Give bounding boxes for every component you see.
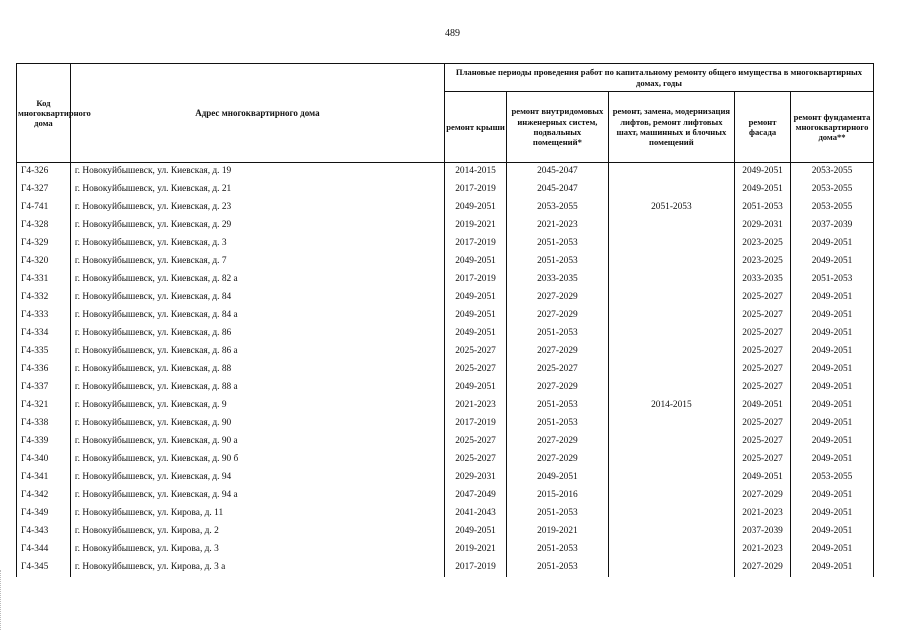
cell-elevators [608, 289, 734, 307]
cell-facade: 2037-2039 [735, 523, 791, 541]
cell-foundation: 2049-2051 [791, 379, 874, 397]
cell-foundation: 2049-2051 [791, 415, 874, 433]
cell-roof: 2017-2019 [444, 235, 506, 253]
cell-address: г. Новокуйбышевск, ул. Киевская, д. 9 [70, 397, 444, 415]
cell-address: г. Новокуйбышевск, ул. Киевская, д. 82 а [70, 271, 444, 289]
table-row [17, 361, 874, 379]
cell-engineering: 2027-2029 [507, 289, 609, 307]
cell-foundation: 2049-2051 [791, 541, 874, 559]
table-row [17, 325, 874, 343]
cell-elevators [608, 469, 734, 487]
cell-facade: 2025-2027 [735, 343, 791, 361]
scan-margin-mark [0, 570, 4, 630]
cell-facade: 2025-2027 [735, 361, 791, 379]
cell-code: Г4-341 [17, 469, 71, 487]
cell-facade: 2025-2027 [735, 289, 791, 307]
table-row [17, 397, 874, 415]
cell-foundation: 2051-2053 [791, 271, 874, 289]
cell-foundation: 2053-2055 [791, 181, 874, 199]
cell-engineering: 2051-2053 [507, 397, 609, 415]
cell-address: г. Новокуйбышевск, ул. Кирова, д. 11 [70, 505, 444, 523]
cell-roof: 2019-2021 [444, 217, 506, 235]
cell-engineering: 2051-2053 [507, 559, 609, 577]
cell-address: г. Новокуйбышевск, ул. Киевская, д. 3 [70, 235, 444, 253]
cell-roof: 2041-2043 [444, 505, 506, 523]
cell-foundation: 2037-2039 [791, 217, 874, 235]
cell-foundation: 2049-2051 [791, 433, 874, 451]
cell-foundation: 2049-2051 [791, 289, 874, 307]
cell-facade: 2023-2025 [735, 235, 791, 253]
cell-elevators [608, 307, 734, 325]
cell-address: г. Новокуйбышевск, ул. Киевская, д. 88 а [70, 379, 444, 397]
cell-engineering: 2033-2035 [507, 271, 609, 289]
cell-code: Г4-327 [17, 181, 71, 199]
table-row [17, 523, 874, 541]
cell-address: г. Новокуйбышевск, ул. Киевская, д. 86 [70, 325, 444, 343]
table-row [17, 343, 874, 361]
cell-address: г. Новокуйбышевск, ул. Киевская, д. 23 [70, 199, 444, 217]
cell-foundation: 2049-2051 [791, 523, 874, 541]
cell-facade: 2049-2051 [735, 163, 791, 182]
table-row [17, 451, 874, 469]
header-roof: ремонт крыши [444, 92, 506, 163]
table-row [17, 289, 874, 307]
table-row [17, 163, 874, 182]
cell-facade: 2025-2027 [735, 433, 791, 451]
table-row [17, 199, 874, 217]
cell-engineering: 2019-2021 [507, 523, 609, 541]
cell-facade: 2021-2023 [735, 505, 791, 523]
table-row [17, 271, 874, 289]
cell-engineering: 2025-2027 [507, 361, 609, 379]
cell-foundation: 2049-2051 [791, 307, 874, 325]
cell-elevators [608, 523, 734, 541]
table-header [17, 64, 874, 163]
cell-address: г. Новокуйбышевск, ул. Киевская, д. 94 [70, 469, 444, 487]
cell-address: г. Новокуйбышевск, ул. Киевская, д. 94 а [70, 487, 444, 505]
cell-elevators [608, 217, 734, 235]
cell-roof: 2017-2019 [444, 559, 506, 577]
cell-address: г. Новокуйбышевск, ул. Киевская, д. 86 а [70, 343, 444, 361]
cell-address: г. Новокуйбышевск, ул. Кирова, д. 3 а [70, 559, 444, 577]
cell-foundation: 2049-2051 [791, 451, 874, 469]
cell-elevators [608, 235, 734, 253]
cell-roof: 2025-2027 [444, 361, 506, 379]
cell-facade: 2027-2029 [735, 559, 791, 577]
cell-address: г. Новокуйбышевск, ул. Киевская, д. 7 [70, 253, 444, 271]
cell-elevators [608, 487, 734, 505]
cell-engineering: 2027-2029 [507, 379, 609, 397]
table-row [17, 505, 874, 523]
cell-foundation: 2049-2051 [791, 235, 874, 253]
cell-facade: 2025-2027 [735, 451, 791, 469]
table-row [17, 307, 874, 325]
cell-foundation: 2049-2051 [791, 343, 874, 361]
cell-address: г. Новокуйбышевск, ул. Киевская, д. 19 [70, 163, 444, 182]
table-row [17, 433, 874, 451]
cell-facade: 2049-2051 [735, 469, 791, 487]
cell-address: г. Новокуйбышевск, ул. Кирова, д. 2 [70, 523, 444, 541]
header-address: Адрес многоквартирного дома [70, 64, 444, 163]
cell-facade: 2051-2053 [735, 199, 791, 217]
cell-engineering: 2015-2016 [507, 487, 609, 505]
cell-code: Г4-335 [17, 343, 71, 361]
cell-code: Г4-332 [17, 289, 71, 307]
header-code: Код многоквартирного дома [17, 64, 71, 163]
cell-foundation: 2049-2051 [791, 361, 874, 379]
table-row [17, 181, 874, 199]
table-row [17, 541, 874, 559]
cell-code: Г4-328 [17, 217, 71, 235]
cell-elevators [608, 253, 734, 271]
cell-code: Г4-320 [17, 253, 71, 271]
cell-engineering: 2045-2047 [507, 163, 609, 182]
cell-facade: 2025-2027 [735, 415, 791, 433]
table-row [17, 253, 874, 271]
cell-elevators [608, 541, 734, 559]
cell-elevators: 2014-2015 [608, 397, 734, 415]
cell-address: г. Новокуйбышевск, ул. Киевская, д. 88 [70, 361, 444, 379]
cell-roof: 2049-2051 [444, 379, 506, 397]
table-row [17, 415, 874, 433]
capital-repair-table [16, 63, 874, 577]
cell-engineering: 2021-2023 [507, 217, 609, 235]
cell-code: Г4-331 [17, 271, 71, 289]
cell-code: Г4-334 [17, 325, 71, 343]
cell-engineering: 2053-2055 [507, 199, 609, 217]
cell-address: г. Новокуйбышевск, ул. Киевская, д. 90 б [70, 451, 444, 469]
cell-address: г. Новокуйбышевск, ул. Киевская, д. 90 а [70, 433, 444, 451]
table-row [17, 235, 874, 253]
cell-engineering: 2027-2029 [507, 307, 609, 325]
cell-address: г. Новокуйбышевск, ул. Киевская, д. 84 а [70, 307, 444, 325]
cell-code: Г4-344 [17, 541, 71, 559]
cell-foundation: 2049-2051 [791, 397, 874, 415]
cell-facade: 2033-2035 [735, 271, 791, 289]
cell-roof: 2049-2051 [444, 325, 506, 343]
cell-elevators [608, 451, 734, 469]
cell-facade: 2023-2025 [735, 253, 791, 271]
table-row [17, 487, 874, 505]
cell-foundation: 2053-2055 [791, 469, 874, 487]
cell-engineering: 2027-2029 [507, 451, 609, 469]
cell-code: Г4-343 [17, 523, 71, 541]
cell-engineering: 2045-2047 [507, 181, 609, 199]
cell-code: Г4-349 [17, 505, 71, 523]
cell-roof: 2021-2023 [444, 397, 506, 415]
cell-roof: 2025-2027 [444, 433, 506, 451]
cell-roof: 2029-2031 [444, 469, 506, 487]
cell-elevators [608, 559, 734, 577]
cell-elevators [608, 271, 734, 289]
cell-code: Г4-326 [17, 163, 71, 182]
table-row [17, 379, 874, 397]
cell-roof: 2014-2015 [444, 163, 506, 182]
page-number: 489 [445, 28, 460, 39]
cell-code: Г4-342 [17, 487, 71, 505]
header-elevators: ремонт, замена, модернизация лифтов, ремонт лифтовых шахт, машинных и блочных помещений [608, 92, 734, 163]
cell-address: г. Новокуйбышевск, ул. Киевская, д. 29 [70, 217, 444, 235]
cell-roof: 2047-2049 [444, 487, 506, 505]
cell-engineering: 2051-2053 [507, 541, 609, 559]
cell-elevators [608, 181, 734, 199]
cell-elevators: 2051-2053 [608, 199, 734, 217]
cell-foundation: 2049-2051 [791, 559, 874, 577]
cell-roof: 2017-2019 [444, 271, 506, 289]
cell-roof: 2049-2051 [444, 307, 506, 325]
cell-roof: 2025-2027 [444, 451, 506, 469]
cell-facade: 2025-2027 [735, 307, 791, 325]
cell-code: Г4-336 [17, 361, 71, 379]
cell-facade: 2027-2029 [735, 487, 791, 505]
cell-foundation: 2049-2051 [791, 505, 874, 523]
cell-elevators [608, 361, 734, 379]
header-periods-group: Плановые периоды проведения работ по капитальному ремонту общего имущества в многоквартирных домах, годы [444, 64, 873, 92]
cell-code: Г4-345 [17, 559, 71, 577]
cell-roof: 2025-2027 [444, 343, 506, 361]
cell-engineering: 2049-2051 [507, 469, 609, 487]
cell-engineering: 2027-2029 [507, 343, 609, 361]
cell-elevators [608, 505, 734, 523]
header-foundation: ремонт фундамента многоквартирного дома** [791, 92, 874, 163]
cell-roof: 2049-2051 [444, 199, 506, 217]
cell-foundation: 2053-2055 [791, 163, 874, 182]
cell-elevators [608, 343, 734, 361]
cell-engineering: 2051-2053 [507, 235, 609, 253]
cell-elevators [608, 433, 734, 451]
cell-roof: 2049-2051 [444, 289, 506, 307]
header-engineering: ремонт внутридомовых инженерных систем, подвальных помещений* [507, 92, 609, 163]
cell-facade: 2049-2051 [735, 181, 791, 199]
cell-roof: 2049-2051 [444, 253, 506, 271]
cell-facade: 2025-2027 [735, 379, 791, 397]
cell-roof: 2017-2019 [444, 415, 506, 433]
table-row [17, 217, 874, 235]
cell-facade: 2049-2051 [735, 397, 791, 415]
cell-engineering: 2051-2053 [507, 253, 609, 271]
cell-elevators [608, 379, 734, 397]
cell-engineering: 2051-2053 [507, 505, 609, 523]
cell-address: г. Новокуйбышевск, ул. Киевская, д. 90 [70, 415, 444, 433]
cell-roof: 2017-2019 [444, 181, 506, 199]
table-body [17, 163, 874, 578]
table-row [17, 559, 874, 577]
cell-foundation: 2049-2051 [791, 487, 874, 505]
cell-elevators [608, 325, 734, 343]
cell-elevators [608, 163, 734, 182]
cell-code: Г4-321 [17, 397, 71, 415]
cell-engineering: 2051-2053 [507, 325, 609, 343]
cell-code: Г4-741 [17, 199, 71, 217]
table-row [17, 469, 874, 487]
cell-code: Г4-333 [17, 307, 71, 325]
cell-code: Г4-340 [17, 451, 71, 469]
cell-foundation: 2053-2055 [791, 199, 874, 217]
cell-foundation: 2049-2051 [791, 253, 874, 271]
cell-code: Г4-338 [17, 415, 71, 433]
cell-roof: 2049-2051 [444, 523, 506, 541]
cell-address: г. Новокуйбышевск, ул. Киевская, д. 21 [70, 181, 444, 199]
cell-facade: 2029-2031 [735, 217, 791, 235]
cell-address: г. Новокуйбышевск, ул. Киевская, д. 84 [70, 289, 444, 307]
cell-address: г. Новокуйбышевск, ул. Кирова, д. 3 [70, 541, 444, 559]
header-facade: ремонт фасада [735, 92, 791, 163]
cell-engineering: 2027-2029 [507, 433, 609, 451]
cell-roof: 2019-2021 [444, 541, 506, 559]
cell-foundation: 2049-2051 [791, 325, 874, 343]
cell-engineering: 2051-2053 [507, 415, 609, 433]
cell-code: Г4-339 [17, 433, 71, 451]
cell-facade: 2021-2023 [735, 541, 791, 559]
cell-elevators [608, 415, 734, 433]
cell-code: Г4-329 [17, 235, 71, 253]
cell-facade: 2025-2027 [735, 325, 791, 343]
cell-code: Г4-337 [17, 379, 71, 397]
